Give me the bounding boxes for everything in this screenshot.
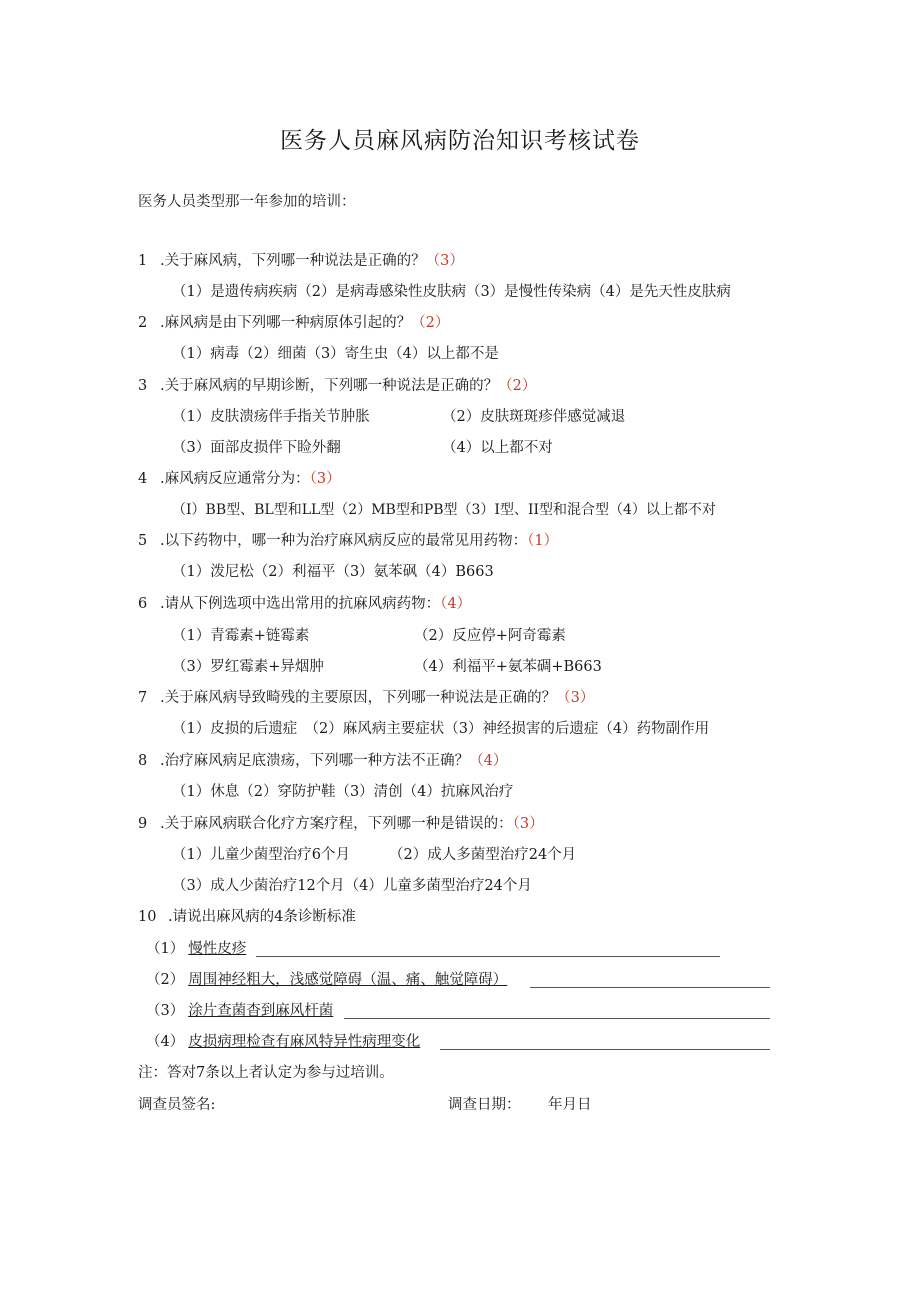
question-3-option-2: （2）皮肤斑斑疹伴感觉减退 [442,409,626,425]
answer-6: （4） [440,596,472,612]
answer-8: （4） [469,753,508,769]
question-4: 4 .麻风病反应通常分为：（3） [138,471,341,487]
criterion-3: （3） 涂片查菌杳到麻风杆菌 [146,1003,334,1019]
signer-label: 调查员签名: [138,1097,216,1113]
subtitle: 医务人员类型那一年参加的培训： [138,194,356,210]
question-8: 8 .治疗麻风病足底溃疡，下列哪一种方法不正确？（4） [138,753,508,769]
question-10: 10 .请说出麻风病的4条诊断标准 [138,909,356,925]
question-7: 7 .关于麻风病导致畸残的主要原因，下列哪一种说法是正确的？（3） [138,690,595,706]
question-6-option-2: （2）反应停+阿奇霉素 [414,628,566,644]
question-3: 3 .关于麻风病的早期诊断，下列哪一种说法是正确的？（2） [138,378,537,394]
criterion-1: （1） 慢性皮疹 [146,941,247,957]
fill-line-4 [440,1049,770,1050]
question-6-option-4: （4）利福平+氨苯碉+B663 [414,659,602,675]
criterion-4: （4） 皮损病理检查有麻风特异性病理变化 [146,1034,421,1050]
question-6-option-1: （1）青霉素+链霉素 [172,628,310,644]
answer-4: （3） [309,471,341,487]
fill-line-2 [530,987,770,988]
answer-3: （2） [498,378,537,394]
answer-9: （3） [512,816,544,832]
question-9: 9 .关于麻风病联合化疗方案疗程，下列哪一种是错误的：（3） [138,816,544,832]
question-3-option-3: （3）面部皮损伴下睑外翻 [172,440,341,456]
question-8-options: （1）休息（2）穿防护鞋（3）清创（4）抗麻风治疗 [172,784,514,800]
question-5: 5 .以下药物中，哪一种为治疗麻风病反应的最常见用药物：（1） [138,533,559,549]
question-5-options: （1）泼尼松（2）利福平（3）氨苯砜（4）B663 [172,564,494,580]
fill-line-3 [344,1018,770,1019]
fill-line-1 [256,956,720,957]
answer-7: （3） [556,690,595,706]
question-2: 2 .麻风病是由下列哪一种病原体引起的？（2） [138,315,450,331]
date-value: 年月日 [548,1097,592,1113]
date-label: 调查日期： [448,1097,521,1113]
note: 注：答对7条以上者认定为参与过培训。 [138,1065,394,1081]
answer-2: （2） [411,315,450,331]
question-3-option-1: （1）皮肤溃疡伴手指关节肿胀 [172,409,370,425]
question-9-option-1: （1）儿童少菌型治疗6个月 [172,847,350,863]
question-2-options: （1）病毒（2）细菌（3）寄生虫（4）以上都不是 [172,346,499,362]
answer-1: （3） [425,253,464,269]
question-7-options: （1）皮损的后遗症 （2）麻风病主要症状（3）神经损害的后遗症（4）药物副作用 [172,721,710,737]
question-6-option-3: （3）罗红霉素+异烟肿 [172,659,324,675]
question-3-option-4: （4）以上都不对 [442,440,553,456]
question-1: 1 .关于麻风病，下列哪一种说法是正确的？（3） [138,253,464,269]
answer-5: （1） [527,533,559,549]
question-4-options: （I）BB型、BL型和LL型（2）MB型和PB型（3）I型、II型和混合型（4）以上都不对 [172,502,716,518]
criterion-2: （2） 周围神经粗大，浅感觉障碍（温、痛、触觉障碍） [146,972,508,988]
question-9-option-3: （3）成人少菌治疗12个月（4）儿童多菌型治疗24个月 [172,878,532,894]
question-9-option-2: （2）成人多菌型治疗24个月 [389,847,577,863]
question-1-options: （1）是遗传病疾病（2）是病毒感染性皮肤病（3）是慢性传染病（4）是先天性皮肤病 [172,284,731,300]
question-6: 6 .请从下例选项中选出常用的抗麻风病药物：（4） [138,596,472,612]
page-title: 医务人员麻风病防治知识考核试卷 [280,128,640,154]
